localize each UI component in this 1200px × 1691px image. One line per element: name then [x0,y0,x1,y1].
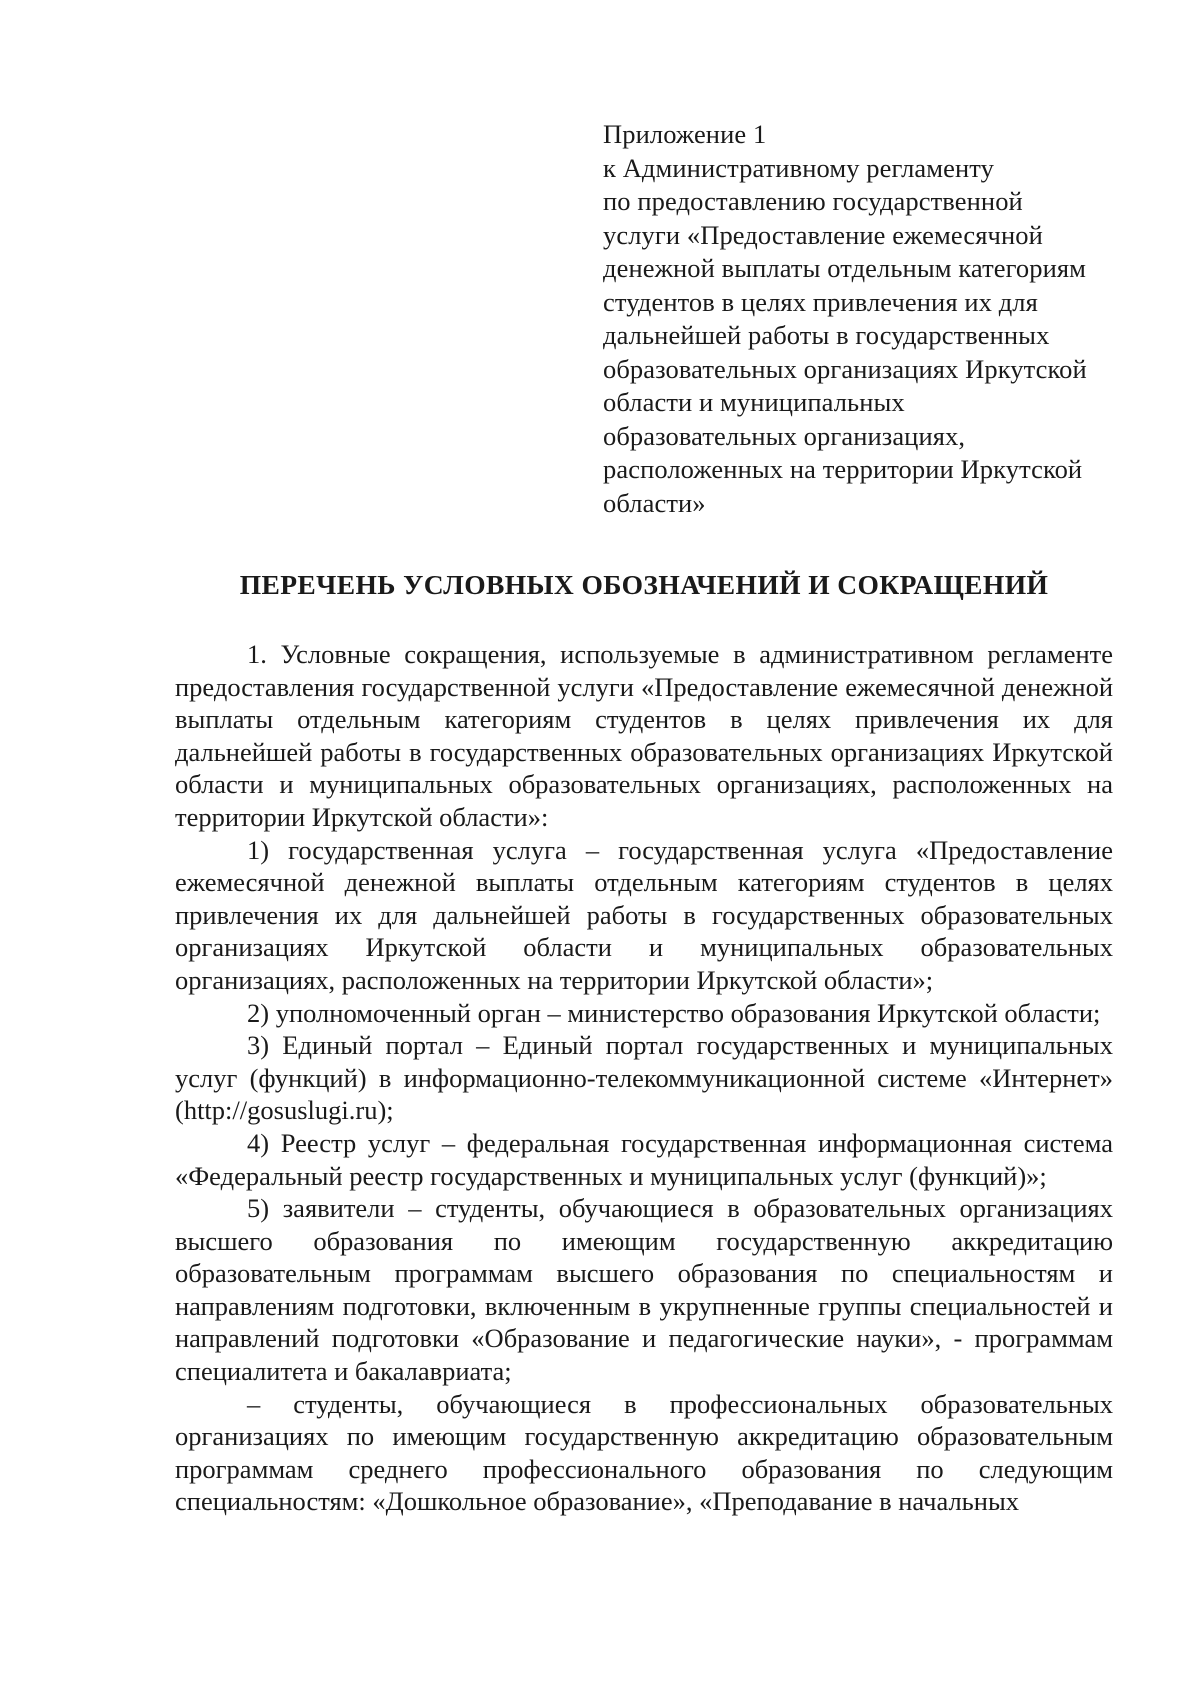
annex-line: Приложение 1 [603,119,767,149]
paragraph-item-4: 4) Реестр услуг – федеральная государственная информационная система «Федеральный реестр государственных и муниципальных услуг (функций)»; [175,1127,1113,1191]
document-body [175,638,1113,1518]
document-title: ПЕРЕЧЕНЬ УСЛОВНЫХ ОБОЗНАЧЕНИЙ И СОКРАЩЕНИЙ [239,569,1049,600]
paragraph-item-2: 2) уполномоченный орган – министерство образования Иркутской области; [247,997,1101,1028]
annex-line: по предоставлению государственной [603,186,1023,216]
annex-header [603,118,1123,520]
annex-line: денежной выплаты отдельным категориям [603,253,1087,283]
paragraph-item-3: 3) Единый портал – Единый портал государственных и муниципальных услуг (функций) в информационно-телекоммуникационной системе «Интернет» (http://gosuslugi.ru); [175,1030,1113,1126]
annex-line: студентов в целях привлечения их для [603,286,1038,317]
annex-line: области» [603,487,706,518]
paragraph-intro: 1. Условные сокращения, используемые в административном регламенте предоставления государственной услуги «Предоставление ежемесячной денежной выплаты отдельным категориям студентов в целях привлечения их для дальнейшей работы в государственных образовательных организациях Иркутской области и муниципальных образовательных организациях, расположенных на территории Иркутской области»: [175,639,1113,832]
annex-line: к Административному регламенту [603,152,994,183]
annex-line: дальнейшей работы в государственных [603,320,1050,350]
annex-line: области и муниципальных [603,387,905,417]
paragraph-item-5-cont: – студенты, обучающиеся в профессиональных образовательных организациях по имеющим государственную аккредитацию образовательным программам среднего профессионального образования по следующим специальностям: «Дошкольное образование», «Преподавание в начальных [175,1388,1113,1517]
annex-line: образовательных организациях, [603,420,966,451]
annex-line: образовательных организациях Иркутской [603,353,1087,384]
annex-line: расположенных на территории Иркутской [603,454,1083,484]
annex-line: услуги «Предоставление ежемесячной [603,219,1043,250]
paragraph-item-1: 1) государственная услуга – государственная услуга «Предоставление ежемесячной денежной выплаты отдельным категориям студентов в целях привлечения их для дальнейшей работы в государственных образовательных организациях Иркутской области и муниципальных образовательных организациях, расположенных на территории Иркутской области»; [175,834,1113,995]
paragraph-item-5: 5) заявители – студенты, обучающиеся в образовательных организациях высшего образования по имеющим государственную аккредитацию образовательным программам высшего образования по специальностям и направлениям подготовки, включенным в укрупненные группы специальностей и направлений подготовки «Образование и педагогические науки», - программам специалитета и бакалавриата; [175,1193,1113,1387]
